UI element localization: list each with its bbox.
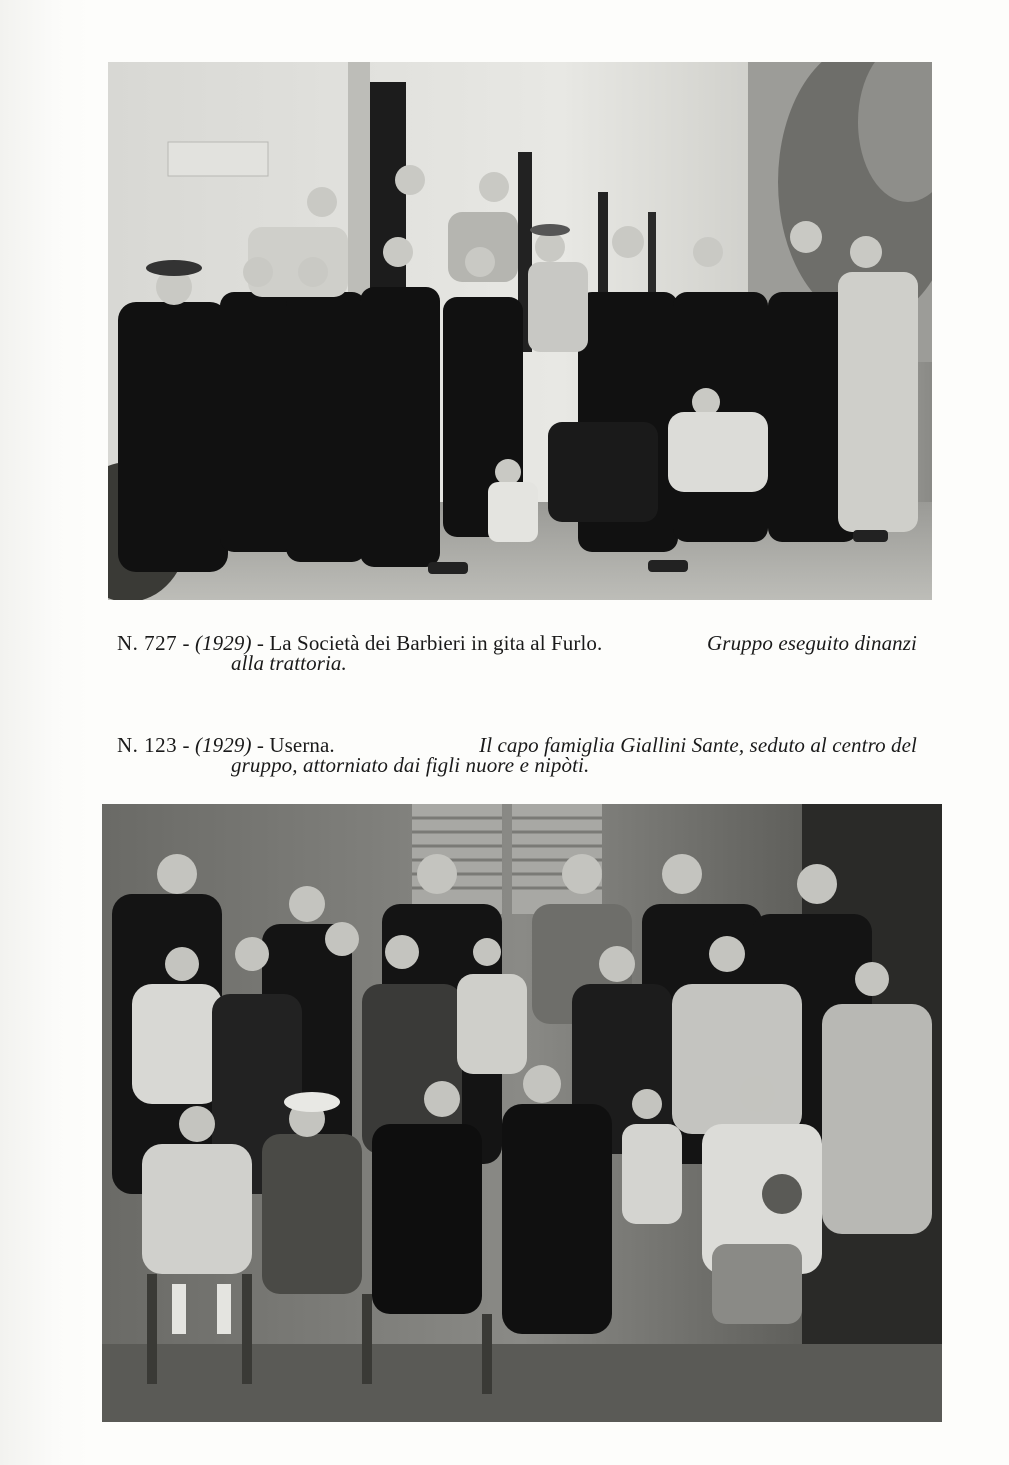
caption-separator: - xyxy=(177,733,195,757)
caption-italic-text: Gruppo eseguito dinanzi xyxy=(707,631,917,655)
caption-number: N. 123 xyxy=(117,733,178,757)
caption-separator: - xyxy=(177,631,195,655)
caption-photo-123 xyxy=(117,735,917,775)
photo-giallini-family-image xyxy=(102,804,942,1422)
caption-line-1 xyxy=(117,735,917,755)
caption-year: (1929) xyxy=(194,631,252,655)
caption-line-1 xyxy=(117,633,917,653)
caption-number: N. 727 xyxy=(117,631,178,655)
caption-separator: - xyxy=(251,733,270,757)
caption-year: (1929) xyxy=(194,733,252,757)
caption-text: La Società dei Barbieri in gita al Furlo. xyxy=(269,631,603,655)
photo-barbers-society-image xyxy=(108,62,932,600)
caption-italic-text-continued: gruppo, attorniato dai figli nuore e nipòti. xyxy=(231,753,590,777)
caption-photo-727 xyxy=(117,633,917,673)
caption-italic-text-continued: alla trattoria. xyxy=(231,651,347,675)
page-shading xyxy=(0,0,90,1465)
photo-giallini-family xyxy=(102,804,942,1422)
photo-barbers-society xyxy=(108,62,932,600)
caption-separator: - xyxy=(251,631,270,655)
caption-italic-text: Il capo famiglia Giallini Sante, seduto al centro del xyxy=(479,733,917,757)
caption-text: Userna. xyxy=(269,733,335,757)
